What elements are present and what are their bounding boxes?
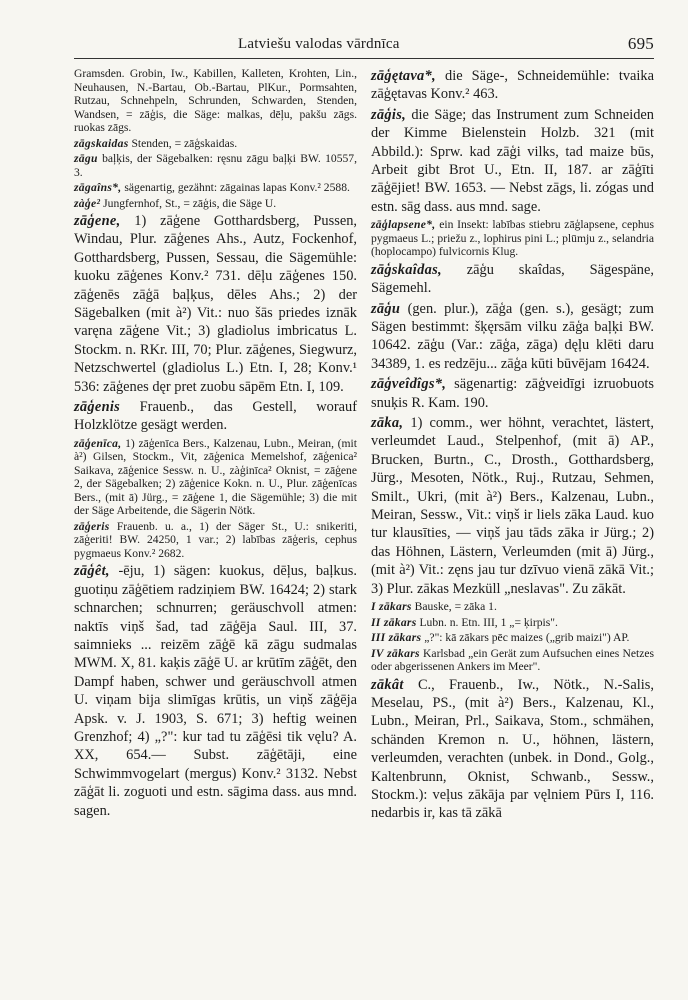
dictionary-entry: I zākars Bauske, = zāka 1. (371, 600, 497, 614)
dictionary-entry: zāģenīca, 1) zāģenīca Bers., Kalzenau, Lubn., Meiran, (mit à²) Gilsen, Stockm., Vit, zāģenica Memelshof, zāģenica² Saikava, zāģenice Sessw. n. U., zàģinīca² Oknist, = zāģene 2, der Sägebalken; 2) zāģenice Kokn. n. U., Plur. zāģenīcas Bers., (mit ā) Jürg., = zāģene 1, die Sägemühle; 3) die mit der Säge Arbeitende, die Sägerin Nötk. (74, 436, 357, 518)
dictionary-entry: zāģskaîdas, zāģu skaîdas, Sägespäne, Sägemehl. (371, 261, 654, 297)
headword: zāģene, (74, 213, 121, 229)
headword: zāgskaidas (74, 136, 129, 150)
headword: I zākars (371, 600, 412, 614)
headword: zāgaîns*, (74, 181, 122, 194)
dictionary-entry: zāģeris Frauenb. u. a., 1) der Säger St., U.: snikeriti, zāģeriti! BW. 24250, 1 var.; 2) labības zāģeris, cephus pygmaeus Konv.² 2682. (74, 519, 357, 560)
dictionary-entry: II zākars Lubn. n. Etn. III, 1 „= ķirpis". (371, 615, 558, 629)
left-column (74, 67, 357, 825)
dictionary-entry: zāģveîdîgs*, sägenartig: zāģveidīgi izruobuots snuķis R. Kam. 190. (371, 376, 654, 411)
headword: zāģskaîdas, (371, 261, 442, 278)
dictionary-entry: zāģu (gen. plur.), zāģa (gen. s.), gesägt; zum Sägen bestimmt: šķęrsām vilku zāģa baļķi BW. 10642. zāģu (Var.: zāģa, zāga) dęļu klēti daru 34389, 1. es redzēju... zāģa kūti būvējam 16424. (371, 300, 654, 372)
dictionary-entry: zāgaîns*, sägenartig, gezähnt: zāgainas lapas Konv.² 2588. (74, 181, 350, 194)
page-number: 695 (627, 34, 654, 53)
dictionary-entry: zāģenis Frauenb., das Gestell, worauf Holzklötze gesägt werden. (74, 399, 357, 434)
dictionary-entry: IV zākars Karlsbad „ein Gerät zum Aufsuchen eines Netzes oder abgerissenen Ankers im Meer". (371, 646, 655, 674)
headword: zāģenīca, (74, 436, 122, 450)
headword: zāģveîdîgs*, (371, 376, 447, 393)
headword: zāģętava*, (371, 68, 436, 84)
dictionary-entry: zāgskaidas Stenden, = zāģskaidas. (74, 136, 238, 150)
headword: zàģe² (74, 196, 101, 210)
dictionary-entry: zāgu baļķis, der Sägebalken: ręsnu zāgu baļķi BW. 10557, 3. (74, 152, 357, 179)
dictionary-entry: zāģlapsene*, ein Insekt: labības stiebru zāģlapsene, cephus pygmaeus L.; priežu z., lophirus pini L.; plūmju z., selandria (hoplocampo) fulvicornis Klug. (371, 218, 654, 259)
running-head (74, 34, 654, 59)
dictionary-entry: zāģene, 1) zāģene Gotthardsberg, Pussen, Windau, Plur. zāģenes Ahs., Autz, Fockenhof, Gotthardsberg, Pussen, Sessau, die Sägemühle: kuoku zāģenes Konv.² 731. dēļu zāģenes 150. zāģenēs zāģā baļķus, dēles Ahs.; 2) der Sägebalken (mit à²) Vit.: nuo šās priedes iznāk varęna zāģene Vit.; 3) gladiolus imbricatus L. Stockm. n. RKr. III, 70; Plur. zāģenes, Siegwurz, Netzschwertel (gladiolus L.) Etn. I, 28; Konv.¹ 536: zāģenes dęr pret zuobu sāpēm Etn. I, 109. (74, 213, 357, 395)
headword: zāka, (371, 415, 404, 431)
continued-entry: Gramsden. Grobin, Iw., Kabillen, Kalleten, Krohten, Lin., Neuhausen, N.-Bartau, Ob.-Bartau, PlKur., Pormsahten, Rutzau, Schnehpeln, Schrunden, Schwarden, Stenden, Wandsen, = zāģis, die Säge: malkas, dēļu, pakšu zāgs. ruokas zāgs. (74, 67, 357, 134)
dictionary-entry: zāģêt, -ēju, 1) sägen: kuokus, dēļus, baļkus. guotiņu zāģētiem radziņiem BW. 16424; 2) stark schnarchen; schnurren; geräuschvoll atmen: naktīs viņš šad, tad zāģēja Saul. III, 37. saimnieks ... reizēm zāģē kā zāgu sudmalas MWM. X, 81. kaķis zāģē U. ar krūtīm zāģēt, den Dampf haben, schwer und geräuschvoll atmen U. viņam bija slimīgas krūtis, un viņš zāģēja Apsk. v. J. 1903, S. 671; 3) heftig weinen Grenzhof; 4) „?": kur tad tu zāģēsi tik vęlu? A. XX, 654.— Subst. zāģētāji, eine Schwimmvogelart (mergus) Konv.² 3132. Nebst zāģāt li. zoguoti und estn. sāgima dass. aus mnd. sagen. (74, 563, 357, 819)
headword: zāģenis (74, 399, 121, 416)
headword: zāgu (74, 152, 98, 165)
dictionary-entry: zāģis, die Säge; das Instrument zum Schneiden der Kimme Bielenstein Holzb. 321 (mit Abbild.): Sprw. kad zāģi vilks, tad maize būs, Arbeit gibt Brot U., Etn. II, 187. ar zāģīti zāģējiet! BW. 1653. — Nebst zāgs, li. zógas und estn. sāg dass. aus mnd. sage. (371, 106, 654, 215)
headword: zākât (371, 676, 404, 693)
headword: zāģeris (74, 519, 110, 533)
headword: zāģu (371, 300, 401, 317)
headword: III zākars (371, 631, 422, 645)
dictionary-entry: zākât C., Frauenb., Iw., Nötk., N.-Salis, Meselau, PS., (mit à²) Bers., Kalzenau, Kl., Lubn., Meiran, Prl., Saikava, Stom., schmähen, schänden Kremon n. U., höhnen, lästern, verleumden, verachten (unbek. in Dond., Golg., Kaltenbrunn, Oknist, Schwanb., Sessw., Stockm.): veļus zākāja par vęlniem Pūrs I, 116. nedarbis ir, kas tā zākā (371, 676, 654, 822)
page-title: Latviešu valodas vārdnīca (238, 36, 400, 52)
headword: IV zākars (371, 646, 420, 660)
right-column (371, 67, 654, 825)
dictionary-entry: zāģętava*, die Säge-, Schneidemühle: tvaika zāģętavas Konv.² 463. (371, 68, 654, 103)
headword: zāģis, (371, 106, 406, 123)
headword: II zākars (371, 615, 417, 629)
text-columns (74, 67, 654, 825)
dictionary-entry: III zākars „?": kā zākars pēc maizes („grib maizi") AP. (371, 631, 630, 645)
headword: zāģêt, (74, 563, 110, 580)
dictionary-entry: zāka, 1) comm., wer höhnt, verachtet, lästert, verleumdet Laud., Stelpenhof, (mit ā) AP., Brucken, Burtn., C., Drosth., Gotthardsberg, Jürg., Mesoten, Nötk., Ruj., Rutzau, Sehmen, Smilt., Ukri, (mit à²) Bers., Kalzenau, Lubn., Meiran, Sessw., Vit.: viņš ir liels zāka Laud. kuo tur klausīties, — viņš jau tāds zāka ir Jürg.; 2) das Höhnen, Lästern, Verleumden (mit ā) Jürg., (mit à²) Vit.: zęns jau tur dzīvuo vienā zākā Vit.; 3) Plur. zākas Mezküll „neslavas". Zu zākāt. (371, 415, 654, 597)
headword: zāģlapsene*, (371, 218, 436, 232)
dictionary-entry: zàģe² Jungfernhof, St., = zāģis, die Säge U. (74, 196, 277, 210)
